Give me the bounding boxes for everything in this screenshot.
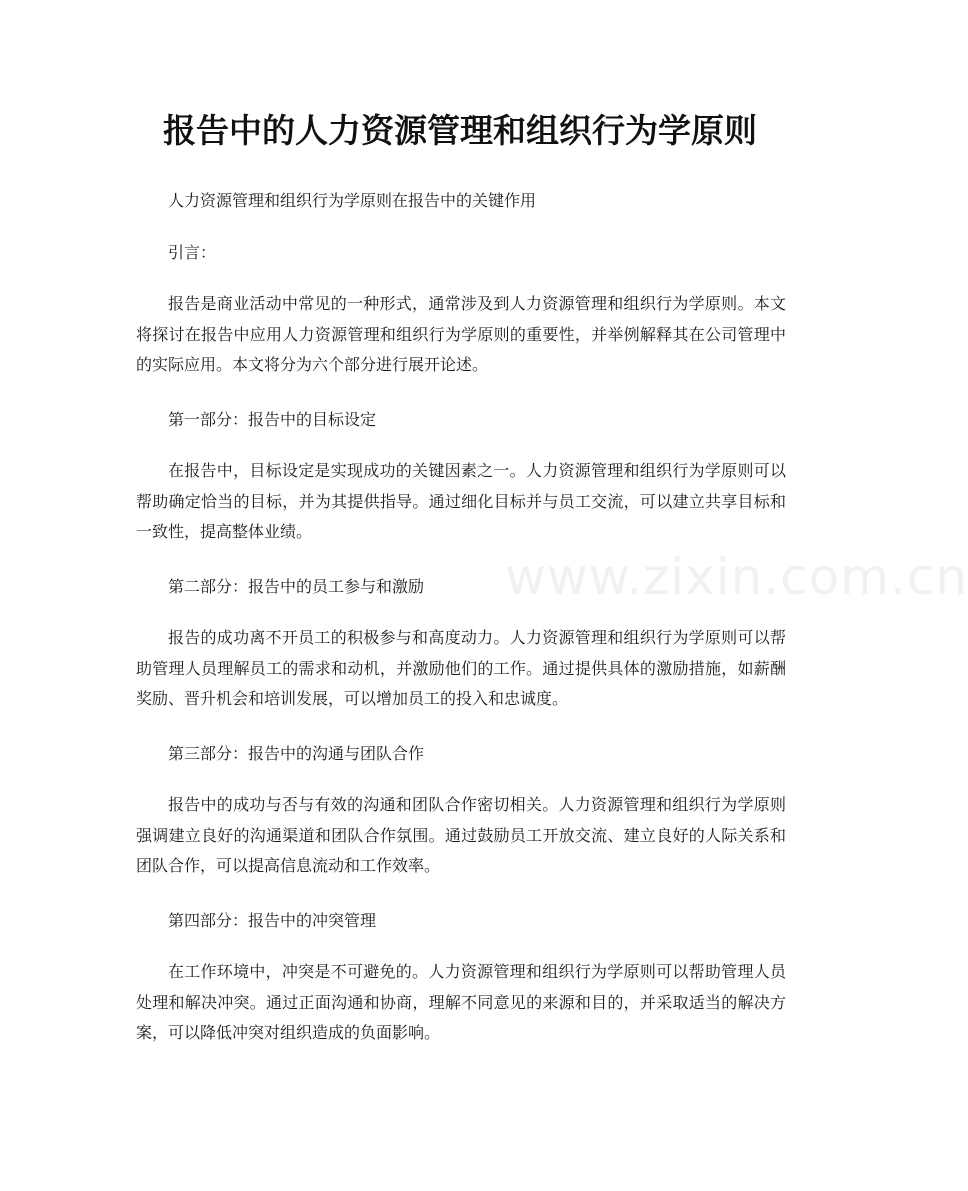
document-body [136, 186, 786, 1073]
section-3-paragraph: 报告中的成功与否与有效的沟通和团队合作密切相关。人力资源管理和组织行为学原则强调建立良好的沟通渠道和团队合作氛围。通过鼓励员工开放交流、建立良好的人际关系和团队合作，可以提高信息流动和工作效率。 [136, 795, 786, 875]
section-4-heading: 第四部分：报告中的冲突管理 [168, 910, 377, 930]
section-3-heading: 第三部分：报告中的沟通与团队合作 [168, 743, 425, 763]
section-1-paragraph: 在报告中，目标设定是实现成功的关键因素之一。人力资源管理和组织行为学原则可以帮助确定恰当的目标，并为其提供指导。通过细化目标并与员工交流，可以建立共享目标和一致性，提高整体业绩。 [136, 461, 786, 541]
section-1-heading: 第一部分：报告中的目标设定 [168, 409, 377, 429]
intro-heading: 引言： [168, 242, 217, 262]
section-2-paragraph: 报告的成功离不开员工的积极参与和高度动力。人力资源管理和组织行为学原则可以帮助管理人员理解员工的需求和动机，并激励他们的工作。通过提供具体的激励措施，如薪酬奖励、晋升机会和培训发展，可以增加员工的投入和忠诚度。 [136, 628, 786, 708]
document-subtitle: 人力资源管理和组织行为学原则在报告中的关键作用 [168, 191, 537, 210]
watermark-text: www.zixin.com.cn [505, 548, 968, 606]
document-title: 报告中的人力资源管理和组织行为学原则 [163, 111, 757, 150]
intro-paragraph: 报告是商业活动中常见的一种形式，通常涉及到人力资源管理和组织行为学原则。本文将探讨在报告中应用人力资源管理和组织行为学原则的重要性，并举例解释其在公司管理中的实际应用。本文将分为六个部分进行展开论述。 [136, 294, 786, 374]
section-2-heading: 第二部分：报告中的员工参与和激励 [168, 576, 425, 596]
section-4-paragraph: 在工作环境中，冲突是不可避免的。人力资源管理和组织行为学原则可以帮助管理人员处理和解决冲突。通过正面沟通和协商，理解不同意见的来源和目的，并采取适当的解决方案，可以降低冲突对组织造成的负面影响。 [136, 962, 786, 1042]
